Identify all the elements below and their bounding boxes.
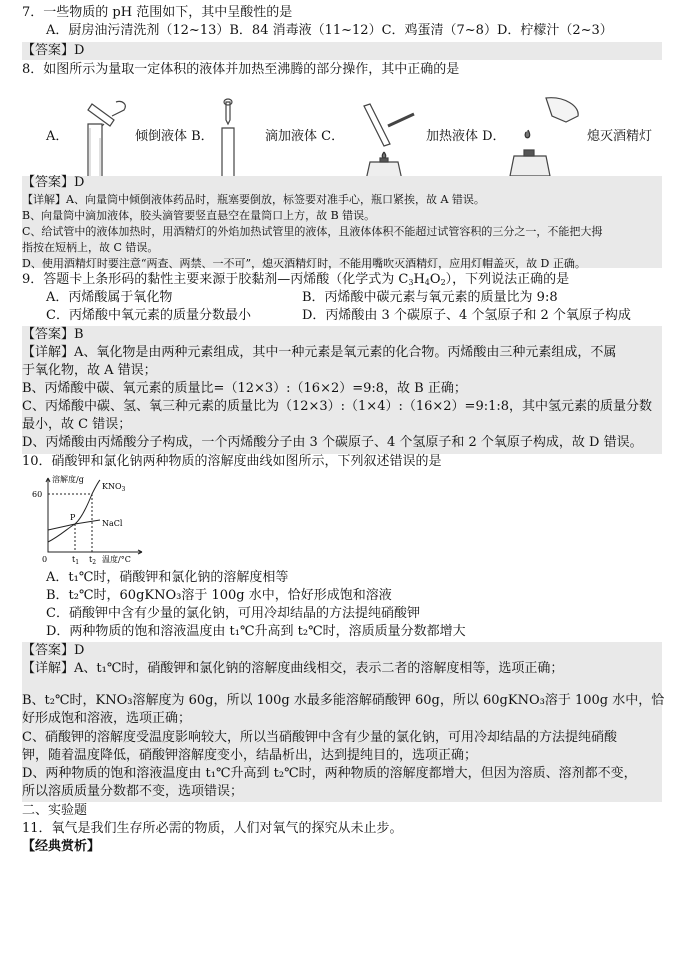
q10-explanation-c: C、硝酸钾的溶解度受温度影响较大，所以当硝酸钾中含有少量的氯化钠，可用冷却结晶的方法提纯硝酸 xyxy=(22,730,617,745)
q8-caption-b: 滴加液体 C． xyxy=(265,129,345,144)
graph-y60: 60 xyxy=(32,490,43,499)
q10-explanation-b-cont: 好形成饱和溶液，选项正确； xyxy=(22,711,192,726)
q9-formula-sub-c: 3 xyxy=(408,278,414,287)
q10-explanation-b: B、t₂℃时，KNO₃溶解度为 60g，所以 100g 水最多能溶解硝酸钾 60g，所以 60gKNO₃溶于 100g 水中，恰 xyxy=(22,693,665,708)
q10-explanation-d-cont: 所以溶质质量分数都不变，选项错误； xyxy=(22,784,244,799)
q8-explanation-a: 【详解】A、向量筒中倾倒液体药品时，瓶塞要倒放，标签要对准手心，瓶口紧挨，故 A 错误。 xyxy=(22,193,485,206)
q8-explanation-c: C、给试管中的液体加热时，用酒精灯的外焰加热试管里的液体，且液体体积不能超过试管容积的三分之一，不能把大拇 xyxy=(22,225,603,238)
graph-t2: $t_2$ xyxy=(89,555,97,566)
q7-options: A．厨房油污清洗剂（12~13）B．84 消毒液（11~12）C．鸡蛋清（7~8）D．柠檬汁（2~3） xyxy=(46,23,613,38)
graph-point-p: P xyxy=(70,513,76,522)
graph-nacl-label: NaCl xyxy=(102,519,123,528)
q10-option-a: A．t₁℃时，硝酸钾和氯化钠的溶解度相等 xyxy=(46,570,289,585)
q8-explanation-b: B、向量筒中滴加液体，胶头滴管要竖直悬空在量筒口上方，故 B 错误。 xyxy=(22,209,376,222)
q9-explanation-c-cont: 最小，故 C 错误； xyxy=(22,417,132,432)
q8-answer: 【答案】D xyxy=(22,175,85,190)
q9-answer: 【答案】B xyxy=(22,327,84,342)
graph-origin: 0 xyxy=(42,555,48,564)
q9-formula-h: H xyxy=(413,272,425,287)
q7-stem: 7．一些物质的 pH 范围如下，其中呈酸性的是 xyxy=(22,5,293,20)
q8-figure-pour-liquid xyxy=(62,98,134,186)
q8-explanation-c-cont: 指按在短柄上，故 C 错误。 xyxy=(22,241,159,254)
q9-option-c: C．丙烯酸中氧元素的质量分数最小 xyxy=(46,308,251,323)
q9-formula-sub-o: 2 xyxy=(440,278,446,287)
q10-explanation-c-cont: 钾，随着温度降低，硝酸钾溶解度变小，结晶析出，达到提纯目的，选项正确； xyxy=(22,748,478,763)
q10-explanation-d: D、两种物质的饱和溶液温度由 t₁℃升高到 t₂℃时，两种物质的溶解度都增大，但因为溶质、溶剂都不变， xyxy=(22,766,637,781)
q9-option-a: A．丙烯酸属于氧化物 xyxy=(46,290,173,305)
q10-solubility-graph xyxy=(30,472,150,572)
q10-option-b: B．t₂℃时，60gKNO₃溶于 100g 水中，恰好形成饱和溶液 xyxy=(46,588,392,603)
q9-option-d: D．丙烯酸由 3 个碳原子、4 个氢原子和 2 个氧原子构成 xyxy=(302,308,631,323)
q9-explanation-c: C、丙烯酸中碳、氢、氧三种元素的质量比为（12×3）:（1×4）:（16×2）=9:1:8，其中氢元素的质量分数 xyxy=(22,399,653,414)
q9-explanation-b: B、丙烯酸中碳、氧元素的质量比=（12×3）:（16×2）=9:8，故 B 正确； xyxy=(22,381,467,396)
q9-explanation-d: D、丙烯酸由丙烯酸分子构成，一个丙烯酸分子由 3 个碳原子、4 个氢原子和 2 个氧原子构成，故 D 错误。 xyxy=(22,435,643,450)
q8-figure-heat-liquid xyxy=(344,96,424,186)
q9-explanation-a: 【详解】A、氧化物是由两种元素组成，其中一种元素是氧元素的化合物。丙烯酸由三种元素组成，不属 xyxy=(22,345,617,360)
graph-xlabel: 温度/°C xyxy=(102,555,131,564)
q9-formula-o: O xyxy=(429,272,441,287)
q8-figure-drip-liquid xyxy=(210,98,258,184)
graph-ylabel: 溶解度/g xyxy=(52,475,84,484)
section-title: 二、实验题 xyxy=(22,803,88,818)
q7-answer-band xyxy=(22,42,662,60)
graph-kno3-label: $KNO_3$ xyxy=(102,482,126,493)
q9-stem-post: ），下列说法正确的是 xyxy=(445,272,570,287)
graph-t1: $t_1$ xyxy=(72,555,80,566)
q8-explanation-d: D、使用酒精灯时要注意“两查、两禁、一不可”，熄灭酒精灯时，不能用嘴吹灭酒精灯，应用灯帽盖灭，故 D 正确。 xyxy=(22,257,586,270)
q10-option-d: D．两种物质的饱和溶液温度由 t₁℃升高到 t₂℃时，溶质质量分数都增大 xyxy=(46,624,466,639)
q9-formula-sub-h: 4 xyxy=(424,278,430,287)
q8-caption-d: 熄灭酒精灯 xyxy=(587,129,653,144)
q8-stem: 8．如图所示为量取一定体积的液体并加热至沸腾的部分操作，其中正确的是 xyxy=(22,62,460,77)
q9-stem-pre: 9．答题卡上条形码的黏性主要来源于胶黏剂—丙烯酸（化学式为 C xyxy=(22,272,409,287)
q9-option-b: B．丙烯酸中碳元素与氧元素的质量比为 9:8 xyxy=(302,290,558,305)
q8-caption-a: 倾倒液体 B． xyxy=(135,129,214,144)
q10-stem: 10．硝酸钾和氯化钠两种物质的溶解度曲线如图所示，下列叙述错误的是 xyxy=(22,454,442,469)
q11-stem: 11．氧气是我们生存所必需的物质，人们对氧气的探究从未止步。 xyxy=(22,821,403,836)
q10-option-c: C．硝酸钾中含有少量的氯化钠，可用冷却结晶的方法提纯硝酸钾 xyxy=(46,606,420,621)
q10-explanation-a: 【详解】A、t₁℃时，硝酸钾和氯化钠的溶解度曲线相交，表示二者的溶解度相等，选项正确； xyxy=(22,661,564,676)
q8-label-a: A． xyxy=(46,129,69,144)
q8-caption-c: 加热液体 D． xyxy=(426,129,506,144)
q9-explanation-a-cont: 于氧化物，故 A 错误； xyxy=(22,363,157,378)
q8-figure-extinguish-lamp xyxy=(506,96,586,186)
classic-heading: 【经典赏析】 xyxy=(22,839,101,854)
q10-answer: 【答案】D xyxy=(22,643,85,658)
q7-answer: 【答案】D xyxy=(22,43,85,58)
